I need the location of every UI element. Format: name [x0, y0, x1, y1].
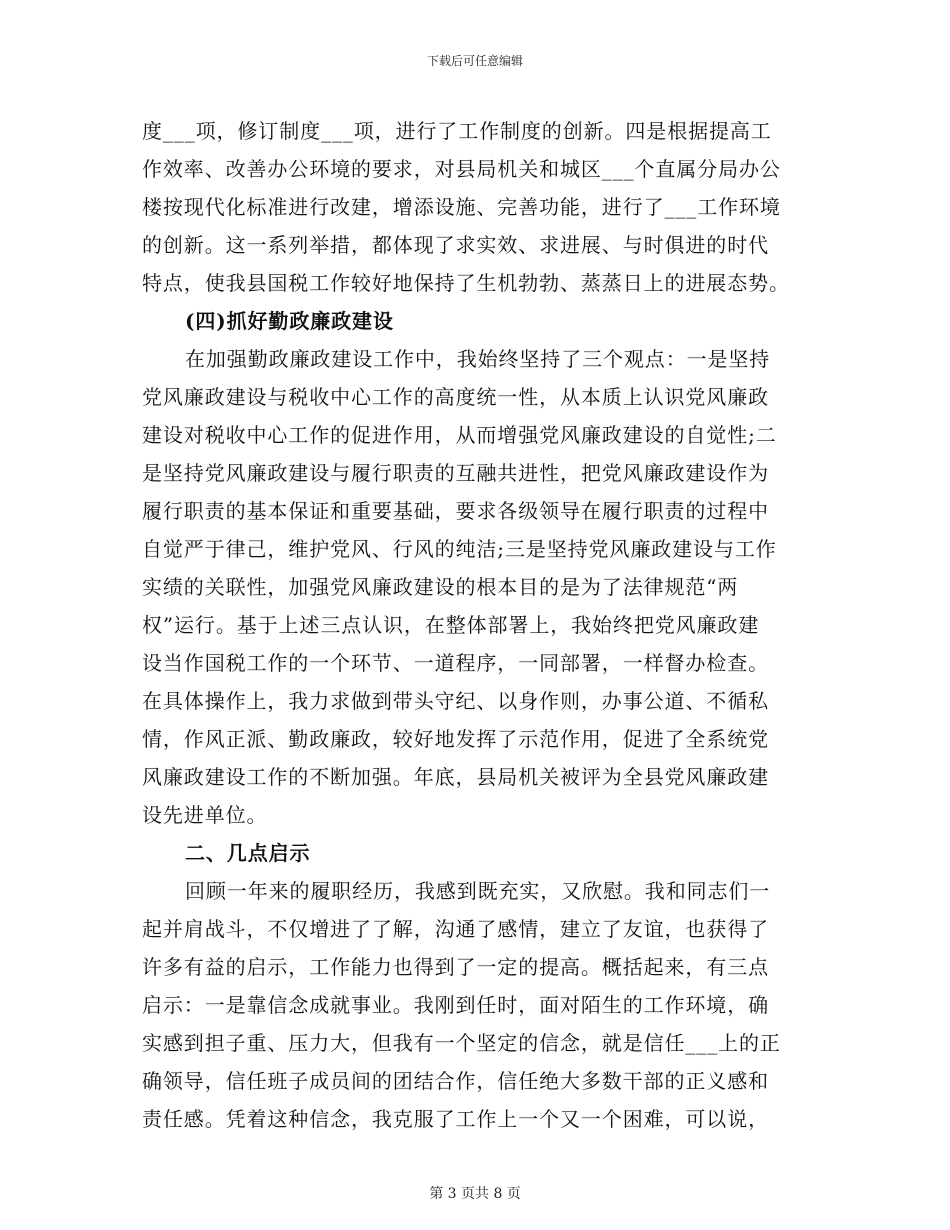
paragraph-line: 党风廉政建设与税收中心工作的高度统一性，从本质上认识党风廉政 — [142, 385, 769, 409]
paragraph-line: 设当作国税工作的一个环节、一道程序，一同部署，一样督办检查。 — [142, 651, 769, 675]
document-body — [142, 112, 808, 1138]
paragraph-line: 作效率、改善办公环境的要求，对县局机关和城区___个直属分局办公 — [142, 157, 781, 181]
paragraph-line: 确领导，信任班子成员间的团结合作，信任绝大多数干部的正义感和 — [142, 1069, 769, 1093]
section-heading: (四)抓好勤政廉政建设 — [185, 309, 394, 333]
paragraph-line: 回顾一年来的履职经历，我感到既充实，又欣慰。我和同志们一 — [185, 879, 771, 903]
section-heading: 二、几点启示 — [185, 841, 311, 865]
paragraph-line: 责任感。凭着这种信念，我克服了工作上一个又一个困难，可以说， — [142, 1107, 769, 1131]
paragraph-line: 是坚持党风廉政建设与履行职责的互融共进性，把党风廉政建设作为 — [142, 461, 769, 485]
paragraph-line: 在具体操作上，我力求做到带头守纪、以身作则，办事公道、不循私 — [142, 689, 769, 713]
paragraph-line: 许多有益的启示，工作能力也得到了一定的提高。概括起来，有三点 — [142, 955, 769, 979]
paragraph-line: 在加强勤政廉政建设工作中，我始终坚持了三个观点：一是坚持 — [185, 347, 771, 371]
paragraph-line: 度___项，修订制度___项，进行了工作制度的创新。四是根据提高工 — [142, 119, 772, 143]
paragraph-line: 权”运行。基于上述三点认识，在整体部署上，我始终把党风廉政建 — [142, 613, 760, 637]
paragraph-line: 的创新。这一系列举措，都体现了求实效、求进展、与时俱进的时代 — [142, 233, 769, 257]
paragraph-line: 履行职责的基本保证和重要基础，要求各级领导在履行职责的过程中 — [142, 499, 769, 523]
paragraph-line: 自觉严于律己，维护党风、行风的纯洁;三是坚持党风廉政建设与工作 — [142, 537, 777, 561]
paragraph-line: 建设对税收中心工作的促进作用，从而增强党风廉政建设的自觉性;二 — [142, 423, 777, 447]
paragraph-line: 楼按现代化标准进行改建，增添设施、完善功能，进行了___工作环境 — [142, 195, 781, 219]
paragraph-line: 启示：一是靠信念成就事业。我刚到任时，面对陌生的工作环境，确 — [142, 993, 769, 1017]
paragraph-line: 实感到担子重、压力大，但我有一个坚定的信念，就是信任___上的正 — [142, 1031, 781, 1055]
paragraph-line: 特点，使我县国税工作较好地保持了生机勃勃、蒸蒸日上的进展态势。 — [142, 271, 790, 295]
paragraph-line: 起并肩战斗，不仅增进了了解，沟通了感情，建立了友谊，也获得了 — [142, 917, 769, 941]
paragraph-line: 风廉政建设工作的不断加强。年底，县局机关被评为全县党风廉政建 — [142, 765, 769, 789]
paragraph-line: 设先进单位。 — [142, 803, 268, 827]
page-header: 下载后可任意编辑 — [426, 54, 523, 68]
paragraph-line: 实绩的关联性，加强党风廉政建设的根本目的是为了法律规范“两 — [142, 575, 739, 599]
page-footer: 第 3 页共 8 页 — [429, 1186, 521, 1202]
paragraph-line: 情，作风正派、勤政廉政，较好地发挥了示范作用，促进了全系统党 — [142, 727, 769, 751]
